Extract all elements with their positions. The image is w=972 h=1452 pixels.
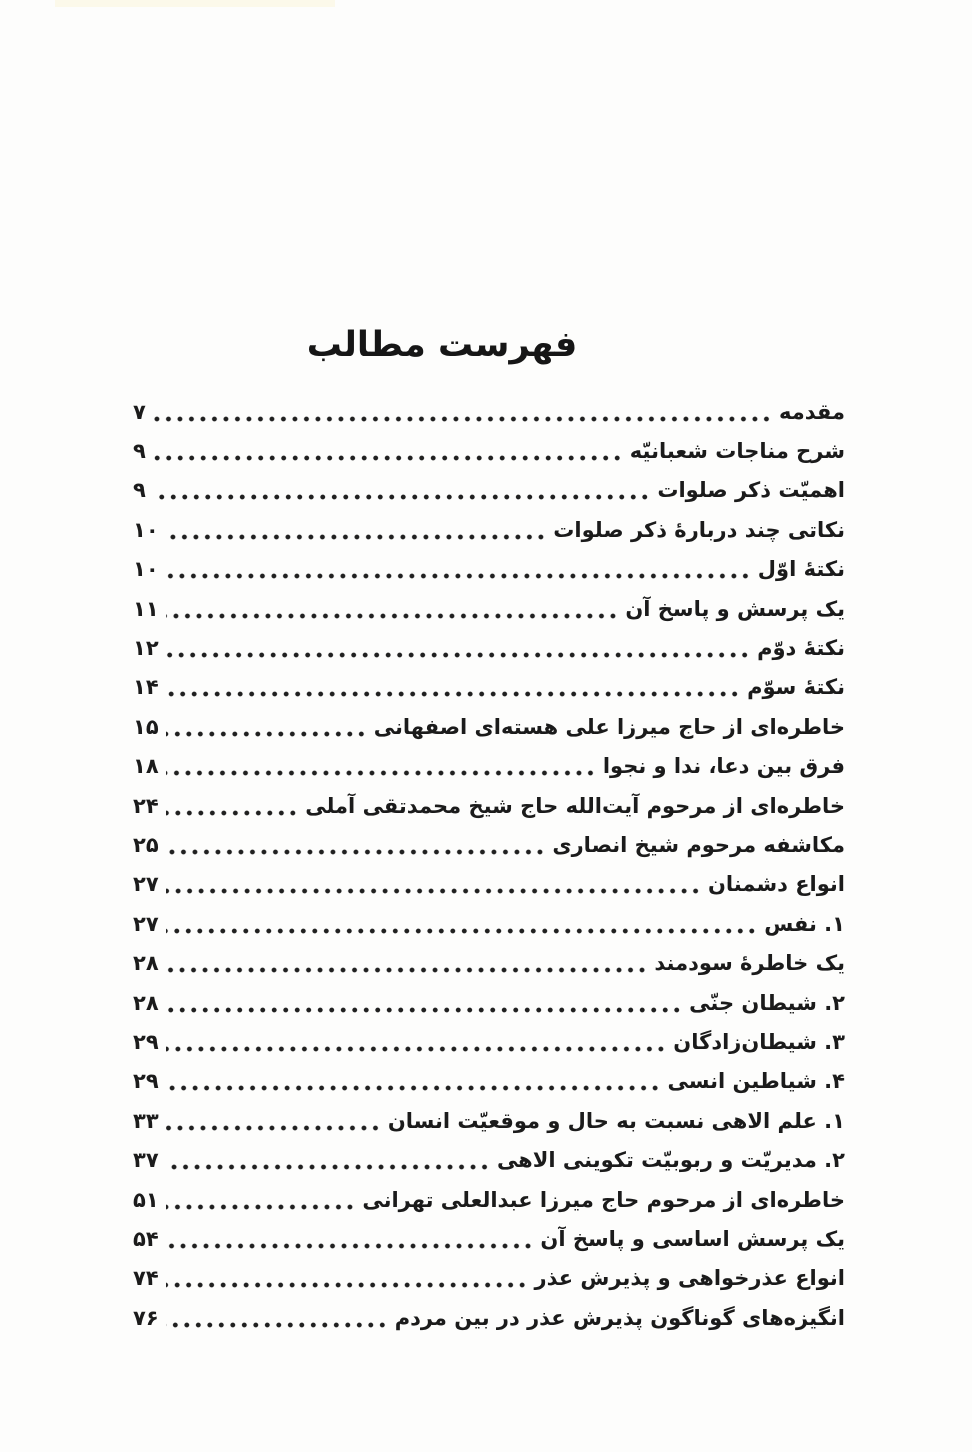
dotted-leader (166, 1125, 381, 1131)
toc-entry-title: ۲. شیطان جنّی (689, 990, 845, 1015)
scan-artifact (55, 0, 335, 7)
toc-entry-page-number: ۱۰ (133, 557, 159, 582)
dotted-leader (166, 1282, 528, 1288)
toc-entry-title: خاطره‌ای از حاج میرزا علی هسته‌ای اصفهانی (373, 714, 845, 739)
toc-entry-row (133, 865, 845, 904)
toc-entry-title: انواع دشمنان (708, 872, 845, 897)
dotted-leader (166, 1007, 682, 1013)
toc-entry-row (133, 1101, 845, 1140)
toc-entry-page-number: ۱۲ (133, 636, 159, 661)
page-title: فهرست مطالب (306, 325, 578, 366)
toc-entry-title: ۱. نفس (764, 911, 845, 936)
toc-entry-row (133, 510, 845, 549)
toc-entry-row (133, 1062, 845, 1101)
toc-entry-page-number: ۲۹ (133, 1069, 159, 1094)
dotted-leader (166, 1085, 661, 1091)
dotted-leader (166, 1204, 356, 1210)
toc-entry-page-number: ۱۱ (133, 596, 159, 621)
toc-entry-title: ۴. شیاطین انسی (667, 1069, 845, 1094)
toc-entry-page-number: ۳۳ (133, 1108, 159, 1133)
dotted-leader (166, 1322, 388, 1328)
toc-entry-title: نکاتی چند دربارهٔ ذکر صلوات (553, 517, 845, 542)
toc-entry-row (133, 1298, 845, 1337)
toc-entry-page-number: ۲۴ (133, 793, 159, 818)
toc-entry-page-number: ۷۴ (133, 1266, 159, 1291)
toc-entry-title: یک پرسش و پاسخ آن (625, 596, 845, 621)
toc-entry-page-number: ۲۵ (133, 832, 159, 857)
dotted-leader (166, 573, 751, 579)
toc-entry-row (133, 747, 845, 786)
toc-entry-title: یک خاطرهٔ سودمند (654, 951, 845, 976)
toc-entry-title: خاطره‌ای از مرحوم آیت‌الله حاج شیخ محمدتقی آملی (305, 793, 845, 818)
toc-entry-row (133, 1180, 845, 1219)
toc-list (133, 392, 845, 1337)
toc-entry-row (133, 825, 845, 864)
toc-entry-row (133, 1259, 845, 1298)
dotted-leader (166, 849, 546, 855)
toc-entry-title: یک پرسش اساسی و پاسخ آن (540, 1226, 845, 1251)
dotted-leader (166, 652, 750, 658)
toc-entry-row (133, 668, 845, 707)
toc-entry-page-number: ۳۷ (133, 1148, 159, 1173)
toc-entry-page-number: ۹ (133, 439, 146, 464)
toc-entry-row (133, 1022, 845, 1061)
toc-entry-page-number: ۵۴ (133, 1226, 159, 1251)
dotted-leader (153, 455, 623, 461)
toc-entry-page-number: ۲۷ (133, 911, 159, 936)
dotted-leader (166, 928, 758, 934)
toc-entry-title: اهمیّت ذکر صلوات (657, 478, 845, 503)
toc-entry-page-number: ۲۸ (133, 951, 159, 976)
dotted-leader (166, 731, 367, 737)
toc-entry-page-number: ۷ (133, 399, 146, 424)
toc-entry-title: مکاشفه مرحوم شیخ انصاری (552, 832, 845, 857)
dotted-leader (166, 810, 299, 816)
toc-entry-row (133, 904, 845, 943)
toc-entry-title: ۲. مدیریّت و ربوبیّت تکوینی الاهی (496, 1148, 845, 1173)
toc-entry-row (133, 943, 845, 982)
dotted-leader (166, 1164, 490, 1170)
toc-entry-page-number: ۲۷ (133, 872, 159, 897)
toc-entry-title: انگیزه‌های گوناگون پذیرش عذر در بین مردم (394, 1305, 845, 1330)
toc-entry-title: ۱. علم الاهی نسبت به حال و موقعیّت انسان (387, 1108, 845, 1133)
toc-entry-row (133, 471, 845, 510)
toc-entry-title: نکتهٔ سوّم (747, 675, 845, 700)
toc-entry-page-number: ۱۰ (133, 517, 159, 542)
toc-entry-title: خاطره‌ای از مرحوم حاج میرزا عبدالعلی تهرانی (362, 1187, 845, 1212)
dotted-leader (166, 888, 701, 894)
toc-entry-row (133, 550, 845, 589)
toc-entry-title: شرح مناجات شعبانیّه (629, 439, 845, 464)
toc-entry-title: فرق بین دعا، ندا و نجوا (602, 754, 845, 779)
dotted-leader (153, 494, 651, 500)
toc-entry-row (133, 589, 845, 628)
toc-entry-page-number: ۱۵ (133, 714, 159, 739)
toc-entry-row (133, 392, 845, 431)
toc-entry-page-number: ۷۶ (133, 1305, 159, 1330)
toc-entry-page-number: ۱۴ (133, 675, 159, 700)
toc-entry-page-number: ۱۸ (133, 754, 159, 779)
toc-entry-page-number: ۵۱ (133, 1187, 159, 1212)
dotted-leader (166, 534, 547, 540)
dotted-leader (166, 1243, 534, 1249)
dotted-leader (166, 1046, 667, 1052)
toc-entry-title: نکتهٔ اوّل (757, 557, 845, 582)
dotted-leader (166, 613, 619, 619)
toc-entry-row (133, 628, 845, 667)
toc-entry-title: انواع عذرخواهی و پذیرش عذر (534, 1266, 845, 1291)
dotted-leader (166, 967, 648, 973)
toc-entry-row (133, 707, 845, 746)
dotted-leader (166, 691, 740, 697)
toc-entry-title: مقدمه (779, 399, 845, 424)
toc-entry-title: ۳. شیطان‌زادگان (673, 1029, 845, 1054)
toc-entry-row (133, 1140, 845, 1179)
dotted-leader (166, 770, 596, 776)
toc-entry-row (133, 983, 845, 1022)
toc-entry-row (133, 786, 845, 825)
toc-entry-page-number: ۲۹ (133, 1029, 159, 1054)
toc-entry-row (133, 1219, 845, 1258)
dotted-leader (153, 416, 772, 422)
toc-entry-title: نکتهٔ دوّم (757, 636, 845, 661)
toc-entry-page-number: ۲۸ (133, 990, 159, 1015)
toc-entry-row (133, 431, 845, 470)
toc-entry-page-number: ۹ (133, 478, 146, 503)
